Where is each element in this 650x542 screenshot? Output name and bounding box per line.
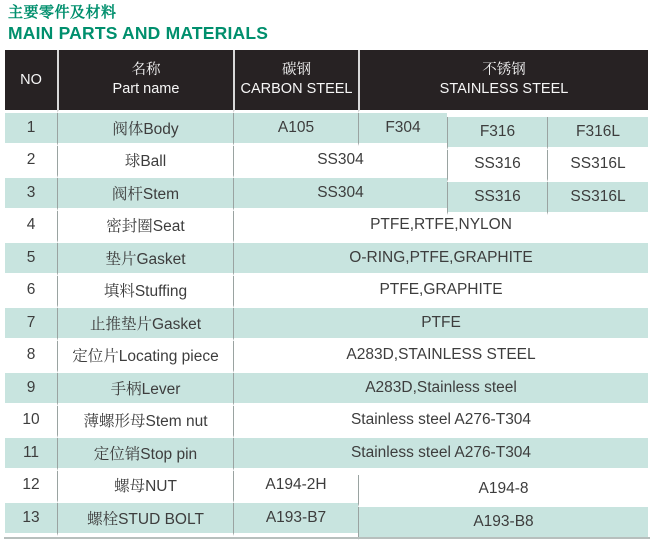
header-no: NO (5, 50, 57, 113)
cell-material: SS316L (547, 182, 648, 215)
cell-material: A105 (233, 113, 358, 146)
cell-part-name: 薄螺形母Stem nut (57, 406, 233, 439)
cell-material: Stainless steel A276-T304 (233, 438, 648, 471)
cell-no: 13 (5, 503, 57, 536)
cell-part-name: 球Ball (57, 146, 233, 179)
table-row (5, 406, 648, 439)
header-stainless-steel-zh: 不锈钢 (482, 62, 526, 78)
cell-material: A283D,STAINLESS STEEL (233, 341, 648, 374)
table-header-row (5, 50, 648, 113)
cell-no: 6 (5, 276, 57, 309)
header-part-name (57, 50, 233, 113)
table-row (5, 341, 648, 374)
cell-part-name: 手柄Lever (57, 373, 233, 406)
page-title (8, 3, 268, 43)
table-row (5, 146, 648, 179)
cell-no: 7 (5, 308, 57, 341)
table-row (5, 276, 648, 309)
cell-material: SS316 (447, 150, 547, 183)
cell-no: 5 (5, 243, 57, 276)
table-row (5, 438, 648, 471)
cell-no: 10 (5, 406, 57, 439)
cell-material: A193-B7 (233, 503, 358, 536)
cell-part-name: 螺母NUT (57, 471, 233, 504)
header-part-name-zh: 名称 (131, 62, 161, 78)
cell-part-name: 阀杆Stem (57, 178, 233, 211)
cell-part-name: 阀体Body (57, 113, 233, 146)
cell-material: PTFE,GRAPHITE (233, 276, 648, 309)
cell-no: 12 (5, 471, 57, 504)
cell-part-name: 止推垫片Gasket (57, 308, 233, 341)
cell-part-name: 定位片Locating piece (57, 341, 233, 374)
cell-no: 9 (5, 373, 57, 406)
page-title-en: MAIN PARTS AND MATERIALS (8, 23, 269, 43)
header-stainless-steel-en: STAINLESS STEEL (439, 81, 569, 97)
cell-part-name: 螺栓STUD BOLT (57, 503, 233, 536)
parts-table (5, 50, 648, 536)
cell-material: Stainless steel A276-T304 (233, 406, 648, 439)
cell-no: 1 (5, 113, 57, 146)
cell-material: F316L (547, 117, 648, 150)
table-row (5, 308, 648, 341)
header-carbon-steel-zh: 碳钢 (282, 62, 311, 78)
cell-no: 3 (5, 178, 57, 211)
table-row (5, 178, 648, 211)
cell-no: 11 (5, 438, 57, 471)
header-carbon-steel (233, 50, 358, 113)
cell-material: A283D,Stainless steel (233, 373, 648, 406)
table-row (5, 211, 648, 244)
table-row (5, 503, 648, 536)
cell-part-name: 垫片Gasket (57, 243, 233, 276)
cell-no: 8 (5, 341, 57, 374)
cell-material: SS304 (233, 178, 447, 211)
cell-material: SS316L (547, 150, 648, 183)
table-row (5, 243, 648, 276)
cell-material: O-RING,PTFE,GRAPHITE (233, 243, 648, 276)
table-row (5, 373, 648, 406)
cell-material: A194-2H (233, 471, 358, 504)
header-carbon-steel-en: CARBON STEEL (240, 81, 353, 97)
cell-material: SS316 (447, 182, 547, 215)
cell-material: A194-8 (358, 475, 648, 508)
page-title-zh: 主要零件及材料 (8, 4, 117, 21)
cell-material: A193-B8 (358, 507, 648, 540)
table-row (5, 113, 648, 146)
table-row (5, 471, 648, 504)
cell-material: PTFE,RTFE,NYLON (233, 211, 648, 244)
header-part-name-en: Part name (112, 81, 180, 97)
cell-part-name: 密封圈Seat (57, 211, 233, 244)
cell-part-name: 填料Stuffing (57, 276, 233, 309)
cell-no: 4 (5, 211, 57, 244)
header-stainless-steel (358, 50, 648, 113)
cell-material: SS304 (233, 146, 447, 179)
cell-no: 2 (5, 146, 57, 179)
cell-material: F316 (447, 117, 547, 150)
cell-material: F304 (358, 113, 447, 146)
cell-part-name: 定位销Stop pin (57, 438, 233, 471)
table-bottom-border (4, 537, 650, 539)
cell-material: PTFE (233, 308, 648, 341)
